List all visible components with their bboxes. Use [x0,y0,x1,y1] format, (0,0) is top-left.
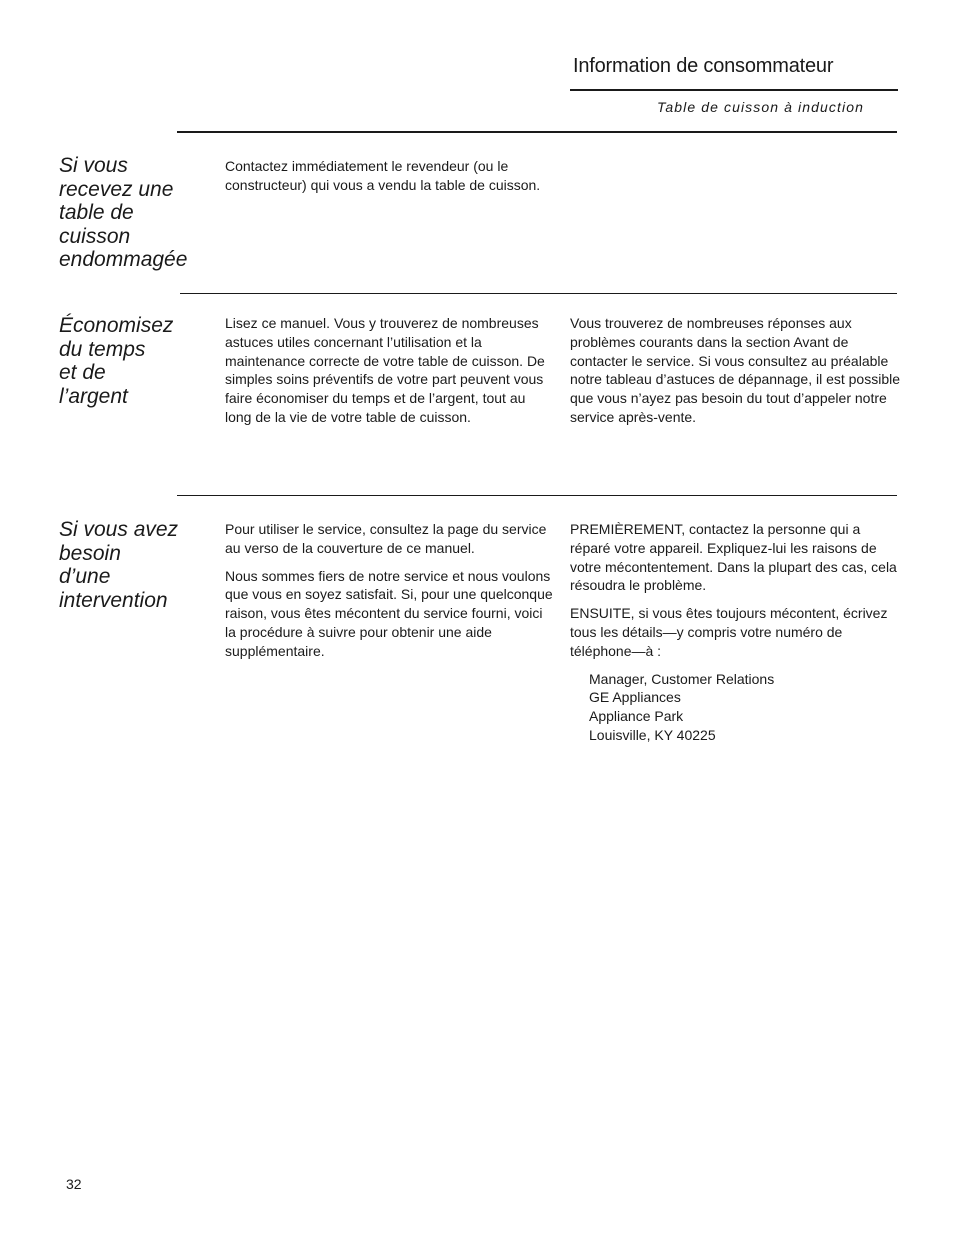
section-divider [180,293,897,294]
paragraph: Contactez immédiatement le revendeur (ou le constructeur) qui vous a vendu la table de cuisson. [225,158,541,193]
section-2-left-column [225,314,555,436]
paragraph: Vous trouverez de nombreuses réponses aux problèmes courants dans la section Avant de contacter le service. Si vous consultez au préalable notre tableau d’astuces de dépannage, il est possible que vous n’ayez pas besoin du tout d’appeler notre service après-vente. [570,315,901,425]
section-heading-need-service: Si vous avez besoin d’une intervention [59,518,179,612]
section-2-right-column [570,314,900,436]
mailing-address [589,670,900,745]
page-number: 32 [66,1176,82,1192]
section-3-left-column [225,520,555,670]
section-heading-save-time-money: Économisez du temps et de l’argent [59,314,174,408]
page-header-title: Information de consommateur [573,55,834,77]
address-line: Manager, Customer Relations [589,670,775,687]
section-1-left-column [225,157,555,204]
page-header-subtitle: Table de cuisson à induction [657,99,864,115]
section-divider [177,495,897,496]
section-divider [177,131,897,133]
paragraph: PREMIÈREMENT, contactez la personne qui a réparé votre appareil. Expliquez-lui les raisons de votre mécontentement. Dans la plupart des cas, cela résoudra le problème. [570,521,897,594]
paragraph: ENSUITE, si vous êtes toujours mécontent, écrivez tous les détails—y compris votre numéro de téléphone—à : [570,605,888,659]
paragraph: Pour utiliser le service, consultez la page du service au verso de la couverture de ce manuel. [225,521,547,556]
address-line: GE Appliances [589,689,681,706]
section-heading-damaged-cooktop: Si vous recevez une table de cuisson endommagée [59,154,188,271]
address-line: Louisville, KY 40225 [589,726,716,743]
address-line: Appliance Park [589,708,684,725]
paragraph: Lisez ce manuel. Vous y trouverez de nombreuses astuces utiles concernant l’utilisation et la maintenance correcte de votre table de cuisson. De simples soins préventifs de votre part peuvent vous faire économiser du temps et de l’argent, tout au long de la vie de votre table de cuisson. [225,315,545,425]
section-3-right-column [570,520,900,745]
header-divider [570,89,898,91]
paragraph: Nous sommes fiers de notre service et nous voulons que vous en soyez satisfait. Si, pour une quelconque raison, vous êtes mécontent du service fourni, voici la procédure à suivre pour obtenir une aide supplémentaire. [225,567,553,659]
